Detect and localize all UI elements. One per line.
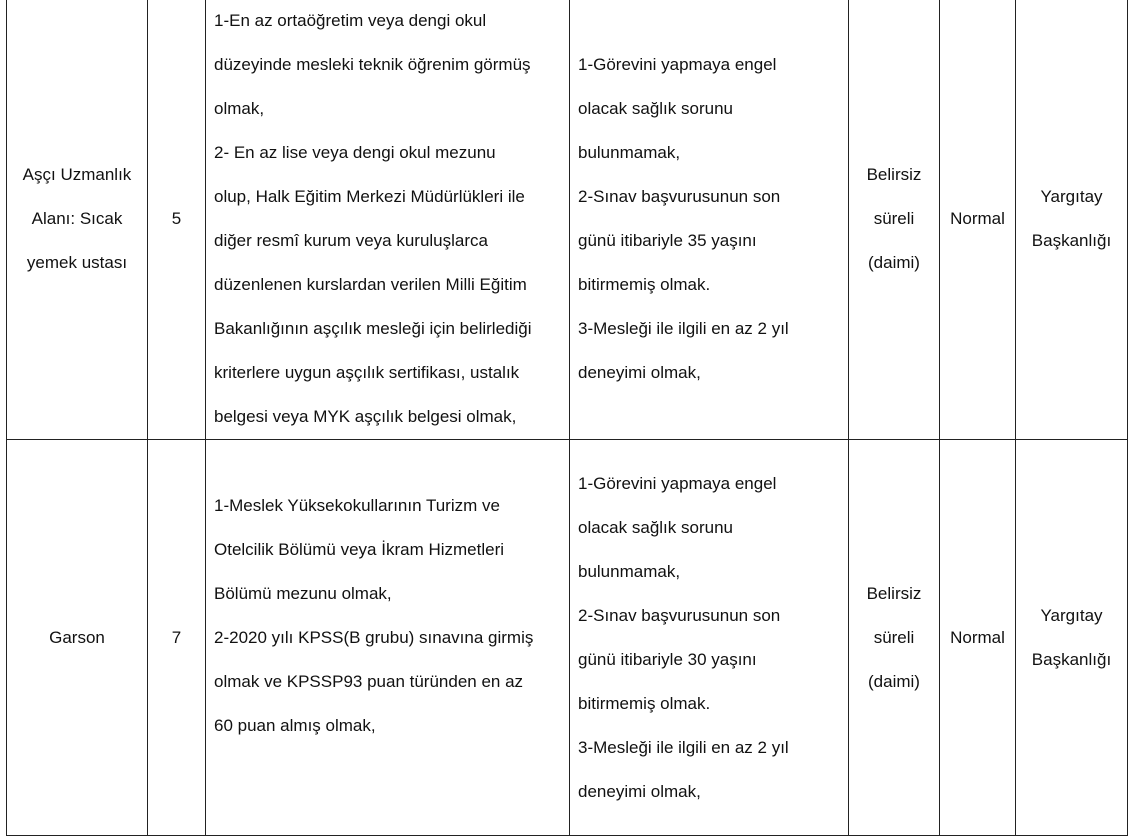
institution-cell bbox=[1016, 440, 1128, 836]
conditions-cell bbox=[570, 440, 849, 836]
position-name: Aşçı Uzmanlık Alanı: Sıcak yemek ustası bbox=[22, 165, 132, 272]
education-cell bbox=[206, 440, 570, 836]
table-row bbox=[7, 0, 1128, 440]
type-cell bbox=[940, 0, 1016, 440]
position-cell bbox=[7, 440, 148, 836]
type-cell bbox=[940, 440, 1016, 836]
position-count: 5 bbox=[171, 209, 182, 228]
position-name: Garson bbox=[49, 627, 105, 647]
count-cell bbox=[148, 0, 206, 440]
employment-type: Normal bbox=[950, 209, 1005, 228]
employment-duration: Belirsiz süreli (daimi) bbox=[866, 165, 922, 272]
table-row bbox=[7, 440, 1128, 836]
institution-name: Yargıtay Başkanlığı bbox=[1031, 187, 1112, 250]
education-requirements: 1-En az ortaöğretim veya dengi okul düzeyinde mesleki teknik öğrenim görmüş olmak, 2- En az lise veya dengi okul mezunu olup, Halk Eğitim Merkezi Müdürlükleri ile diğer resmî kurum veya kuruluşlarca düzenlenen kurslardan verilen Milli Eğitim Bakanlığının aşçılık mesleği için belirlediği kriterlere uygun aşçılık sertifikası, ustalık belgesi veya MYK aşçılık belgesi olmak, bbox=[214, 11, 532, 426]
other-conditions: 1-Görevini yapmaya engel olacak sağlık sorunu bulunmamak, 2-Sınav başvurusunun son günü itibariyle 30 yaşını bitirmemiş olmak. 3-Mesleği ile ilgili en az 2 yıl deneyimi olmak, bbox=[578, 473, 789, 801]
employment-duration: Belirsiz süreli (daimi) bbox=[866, 583, 922, 691]
count-cell bbox=[148, 440, 206, 836]
education-requirements: 1-Meslek Yüksekokullarının Turizm ve Otelcilik Bölümü veya İkram Hizmetleri Bölümü mezunu olmak, 2-2020 yılı KPSS(B grubu) sınavına girmiş olmak ve KPSSP93 puan türünden en az 60 puan almış olmak, bbox=[214, 496, 534, 735]
conditions-cell bbox=[570, 0, 849, 440]
position-cell bbox=[7, 0, 148, 440]
institution-name: Yargıtay Başkanlığı bbox=[1031, 605, 1112, 669]
duration-cell bbox=[849, 440, 940, 836]
position-count: 7 bbox=[171, 627, 182, 647]
job-positions-table bbox=[6, 0, 1128, 836]
education-cell bbox=[206, 0, 570, 440]
institution-cell bbox=[1016, 0, 1128, 440]
employment-type: Normal bbox=[950, 627, 1005, 647]
other-conditions: 1-Görevini yapmaya engel olacak sağlık sorunu bulunmamak, 2-Sınav başvurusunun son günü itibariyle 35 yaşını bitirmemiş olmak. 3-Mesleği ile ilgili en az 2 yıl deneyimi olmak, bbox=[578, 55, 789, 382]
duration-cell bbox=[849, 0, 940, 440]
